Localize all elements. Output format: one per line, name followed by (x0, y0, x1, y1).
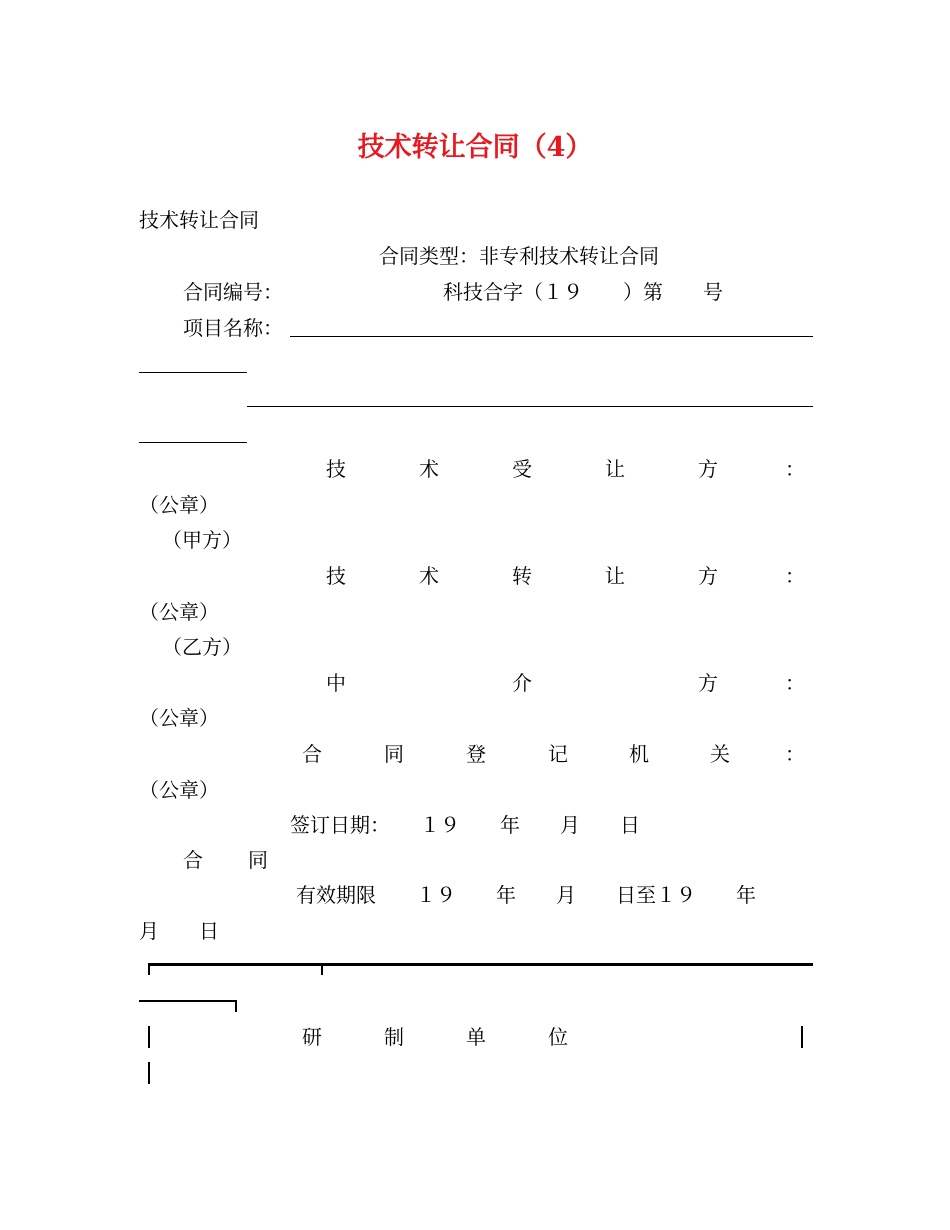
transferor-char: 让 (605, 564, 625, 588)
table-header-char: 研 (302, 1025, 322, 1049)
registry-char: 登 (466, 742, 486, 766)
transferee-char: 受 (512, 457, 532, 481)
table-right-border (801, 1026, 803, 1048)
party-a-label: （甲方） (162, 528, 242, 552)
transferor-char: 技 (326, 564, 346, 588)
transferor-char: ： (785, 564, 805, 588)
validity-period-end: 月 日 (139, 919, 219, 943)
project-name-label: 项目名称： (183, 316, 283, 340)
document-title: 技术转让合同（4） (357, 132, 593, 163)
intermediary-seal: （公章） (139, 706, 219, 730)
table-top-left-corner (148, 963, 150, 975)
intermediary-char: 方 (698, 671, 718, 695)
project-name-line-1 (290, 336, 813, 337)
table-top-border-continued (139, 1000, 237, 1002)
registry-char: 同 (384, 742, 404, 766)
project-name-line-3 (247, 406, 813, 407)
table-top-divider (321, 963, 323, 975)
contract-heading: 技术转让合同 (139, 208, 259, 232)
transferor-char: 方 (698, 564, 718, 588)
table-left-border (148, 1026, 150, 1048)
table-header-char: 位 (548, 1025, 568, 1049)
contract-number-value: 科技合字（１９ ）第 号 (443, 280, 723, 304)
transferee-char: ： (785, 457, 805, 481)
signing-date: 签订日期： １９ 年 月 日 (290, 813, 640, 837)
project-name-line-2 (139, 372, 247, 373)
transferee-seal: （公章） (139, 493, 219, 517)
contract-number-label: 合同编号： (183, 280, 283, 304)
transferee-char: 让 (605, 457, 625, 481)
validity-period: 有效期限 １９ 年 月 日至１９ 年 (296, 883, 756, 907)
registry-char: ： (785, 742, 805, 766)
party-b-label: （乙方） (162, 635, 242, 659)
contract-type: 合同类型：非专利技术转让合同 (379, 244, 659, 268)
registry-char: 关 (710, 742, 730, 766)
intermediary-char: 中 (326, 671, 346, 695)
registry-char: 记 (548, 742, 568, 766)
project-name-line-4 (139, 442, 247, 443)
transferee-char: 方 (698, 457, 718, 481)
registry-seal: （公章） (139, 778, 219, 802)
registry-char: 机 (629, 742, 649, 766)
transferor-char: 转 (512, 564, 532, 588)
contract-char: 合 (183, 848, 203, 872)
table-header-char: 单 (466, 1025, 486, 1049)
table-top-border (148, 963, 813, 966)
transferee-char: 术 (419, 457, 439, 481)
intermediary-char: 介 (512, 671, 532, 695)
table-top-right-corner (235, 1000, 237, 1012)
registry-char: 合 (302, 742, 322, 766)
contract-char: 同 (248, 848, 268, 872)
transferor-seal: （公章） (139, 600, 219, 624)
table-left-border-continued (148, 1062, 150, 1084)
intermediary-char: ： (785, 671, 805, 695)
transferor-char: 术 (419, 564, 439, 588)
transferee-char: 技 (326, 457, 346, 481)
table-header-char: 制 (384, 1025, 404, 1049)
